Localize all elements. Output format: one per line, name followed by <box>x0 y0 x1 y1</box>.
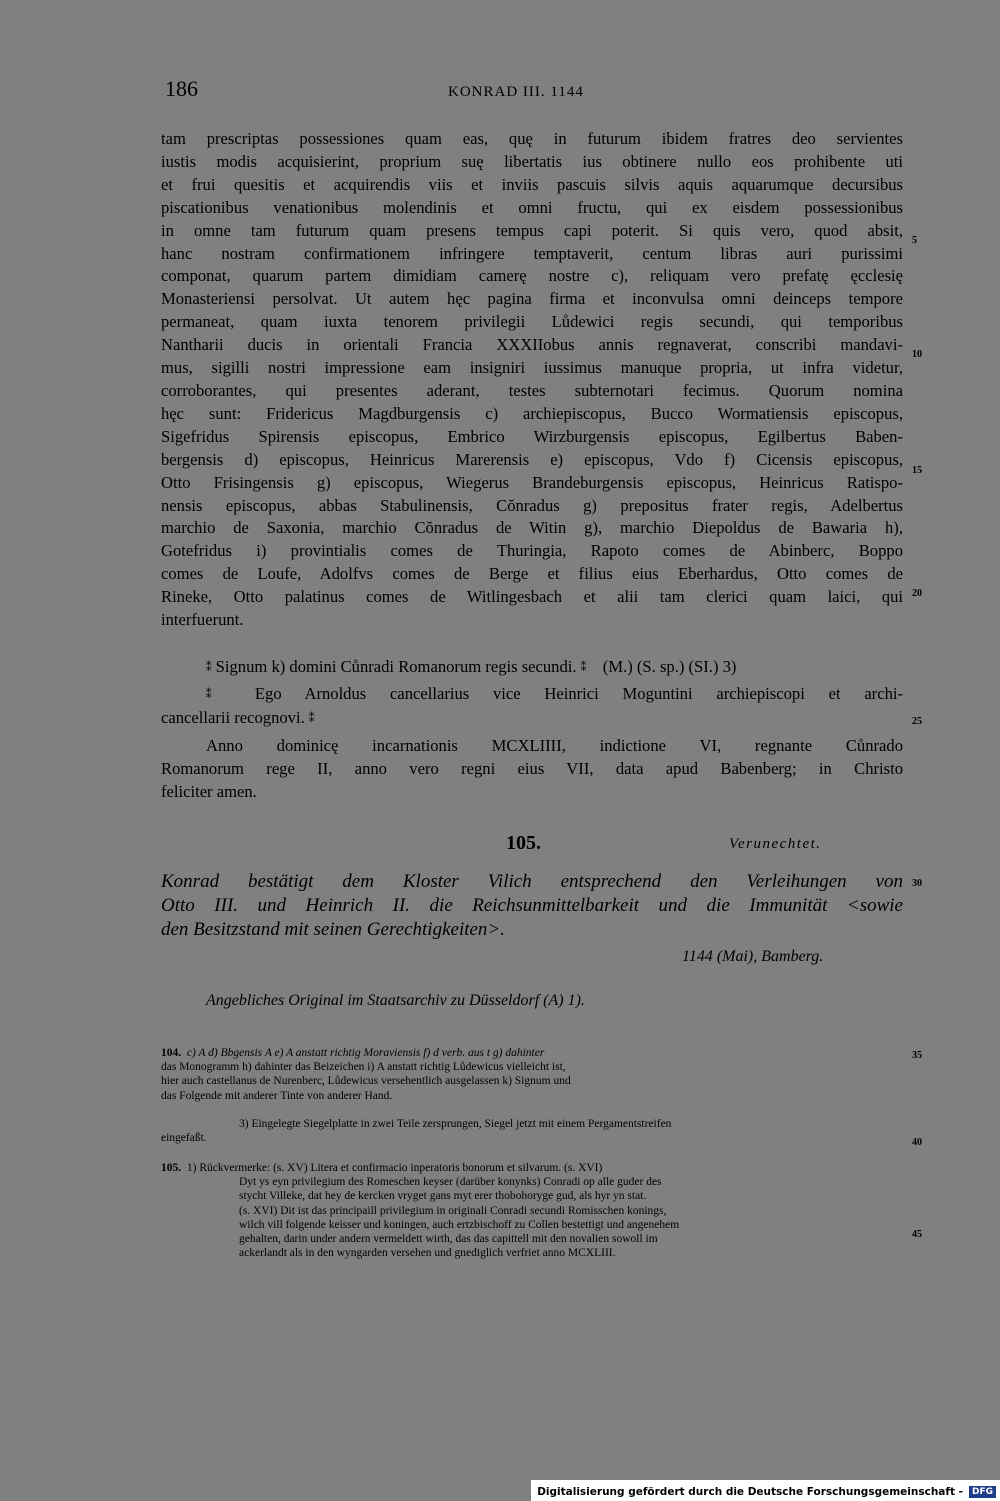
document-number: 105. <box>506 832 541 854</box>
footnote-3 <box>161 1117 903 1145</box>
text-line: et frui quesitis et acquirendis viis et inviis pascuis silvis aquis aquarumque decursibus <box>161 174 903 194</box>
note-text: 1) Rückvermerke: (s. XV) Litera et confirmacio inperatoris bonorum et silvarum. (s. XVI) <box>186 1162 603 1174</box>
text-line: nensis episcopus, abbas Stabulinensis, Cŏnradus g) prepositus frater regis, Adelbertus <box>161 495 903 515</box>
text-line: interfuerunt. <box>161 610 244 630</box>
text-line: Sigefridus Spirensis episcopus, Embrico Wirzburgensis episcopus, Egilbertus Baben- <box>161 426 903 446</box>
note-line: 3) Eingelegte Siegelplatte in zwei Teile zersprungen, Siegel jetzt mit einem Pergamentstreifen <box>239 1118 672 1130</box>
running-title: KONRAD III. 1144 <box>448 84 584 100</box>
document-status: Verunechtet. <box>729 836 822 852</box>
footer-banner <box>531 1480 1000 1501</box>
footnotes-104 <box>161 1046 903 1103</box>
margin-line-number: 15 <box>912 465 922 476</box>
regest-line: den Besitzstand mit seinen Gerechtigkeiten>. <box>161 919 506 940</box>
note-line <box>161 1161 903 1175</box>
text-line: Romanorum rege II, anno vero regni eius VII, data apud Babenberg; in Christo <box>161 758 903 778</box>
text-line: corroborantes, qui presentes aderant, testes subternotari fecimus. Quorum nomina <box>161 380 903 400</box>
margin-line-number: 20 <box>912 588 922 599</box>
footer-text: Digitalisierung gefördert durch die Deutsche Forschungsgemeinschaft - <box>537 1486 963 1498</box>
note-line: stycht Villeke, dat hey de kercken vryget gans myt erer thobohoryge gud, als hyr yn stat. <box>239 1190 647 1203</box>
note-label: 104. <box>161 1047 182 1059</box>
text-line: Nantharii ducis in orientali Francia XXXIIobus annis regnaverat, conscribi mandavi- <box>161 335 903 355</box>
signum-text: Signum k) domini Cůnradi Romanorum regis secundi. <box>215 657 577 676</box>
dfg-logo[interactable]: DFG <box>969 1486 996 1498</box>
cross-icon: ⁑ <box>580 662 587 674</box>
signum-line <box>206 656 903 680</box>
footnotes-105 <box>161 1161 903 1260</box>
regest <box>161 870 903 942</box>
regest-line: Konrad bestätigt dem Kloster Vilich entsprechend den Verleihungen von <box>161 871 903 892</box>
note-line: eingefaßt. <box>161 1132 207 1145</box>
text-line: iustis modis acquisierint, proprium suę libertatis ius obtinere nullo eos prohibente uti <box>161 151 903 171</box>
margin-line-number: 5 <box>912 235 917 246</box>
note-line: wilch vill folgende keisser und koningen, auch ertzbischoff zu Collen bestettigt und angenehem <box>239 1218 680 1231</box>
text-line: piscationibus venationibus molendinis et omni fructu, qui ex eisdem possessionibus <box>161 197 903 217</box>
recognition-text: cancellarii recognovi. <box>161 707 305 727</box>
signum-marks: (M.) (S. sp.) (SI.) 3) <box>602 657 737 676</box>
margin-line-number: 45 <box>912 1229 922 1240</box>
cross-icon: ⁑ <box>206 662 212 674</box>
text-line: permaneat, quam iuxta tenorem privilegii Lůdewici regis secundi, qui temporibus <box>161 312 903 332</box>
text-line: hanc nostram confirmationem infringere temptaverit, centum libras auri purissimi <box>161 243 903 263</box>
margin-line-number: 25 <box>912 716 922 727</box>
main-text <box>161 128 903 632</box>
note-line: gehalten, darin under andern vermeldett wirth, das das capittell mit den novalien sowoll im <box>239 1233 658 1246</box>
text-line: Otto Frisingensis g) episcopus, Wiegerus Brandeburgensis episcopus, Heinricus Ratispo- <box>161 472 903 492</box>
margin-line-number: 35 <box>912 1050 922 1061</box>
cross-icon: ⁑ <box>206 689 232 701</box>
note-line: das Monogramm h) dahinter das Beizeichen i) A anstatt richtig Lůdewicus vielleicht ist, <box>161 1061 566 1074</box>
note-line <box>161 1046 903 1060</box>
note-line: (s. XVI) Dit ist das principaill privilegium in originali Conradi secundi Romisschen konings, <box>239 1204 667 1217</box>
note-line: hier auch castellanus de Nurenberc, Lůdewicus versehentlich ausgelassen k) Signum und <box>161 1075 571 1088</box>
tradition-note: Angebliches Original im Staatsarchiv zu Düsseldorf (A) 1). <box>206 992 585 1009</box>
recognition <box>161 683 903 731</box>
text-line: hęc sunt: Fridericus Magdburgensis c) archiepiscopus, Bucco Wormatiensis episcopus, <box>161 403 903 423</box>
dating-clause <box>161 735 903 804</box>
text-line: Anno dominicę incarnationis MCXLIIII, indictione VI, regnante Cůnrado <box>206 736 903 755</box>
text-line <box>161 707 903 731</box>
date-place: 1144 (Mai), Bamberg. <box>682 948 824 965</box>
note-text: c) A d) Bbgensis A e) A anstatt richtig Moraviensis f) d verb. aus t g) dahinter <box>186 1047 545 1059</box>
text-line: in omne tam futurum quam presens tempus capi poterit. Si quis vero, quod absit, <box>161 220 903 240</box>
text-line: feliciter amen. <box>161 781 257 801</box>
text-line: comes de Loufe, Adolfvs comes de Berge et filius eius Eberhardus, Otto comes de <box>161 564 903 584</box>
note-line: Dyt ys eyn privilegium des Romeschen keyser (darüber konynks) Conradi op alle guder des <box>239 1176 662 1189</box>
text-line: Gotefridus i) provintialis comes de Thuringia, Rapoto comes de Abinberc, Boppo <box>161 541 903 561</box>
text-line: componat, quarum partem dimidiam camerę nostre c), reliquam vero prefatę ęcclesię <box>161 266 903 286</box>
note-line: das Folgende mit anderer Tinte von anderer Hand. <box>161 1089 393 1102</box>
margin-line-number: 30 <box>912 878 922 889</box>
note-line: ackerlandt als in den wyngarden versehen und gnediglich verfriet anno MCXLIII. <box>239 1247 616 1260</box>
text-line: Monasteriensi persolvat. Ut autem hęc pagina firma et inconvulsa omni deinceps tempore <box>161 289 903 309</box>
margin-line-number: 10 <box>912 349 922 360</box>
text-line: tam prescriptas possessiones quam eas, quę in futurum ibidem fratres deo servientes <box>161 129 903 148</box>
text-line <box>161 683 903 707</box>
cross-icon: ⁑ <box>308 712 315 725</box>
note-label: 105. <box>161 1162 182 1174</box>
text-line: marchio de Saxonia, marchio Cŏnradus de Witin g), marchio Diepoldus de Bawaria h), <box>161 518 903 538</box>
regest-line: Otto III. und Heinrich II. die Reichsunmittelbarkeit und die Immunität <sowie <box>161 895 903 916</box>
text-line: Rineke, Otto palatinus comes de Witlingesbach et alii tam clerici quam laici, qui <box>161 587 903 607</box>
text-line: bergensis d) episcopus, Heinricus Marerensis e) episcopus, Vdo f) Cicensis episcopus, <box>161 449 903 469</box>
margin-line-number: 40 <box>912 1137 922 1148</box>
text-line: mus, sigilli nostri impressione eam insigniri iussimus manuque propria, ut infra videtur, <box>161 358 903 378</box>
page-number: 186 <box>165 76 198 101</box>
recognition-text: Ego Arnoldus cancellarius vice Heinrici Moguntini archiepiscopi et archi- <box>254 684 904 703</box>
